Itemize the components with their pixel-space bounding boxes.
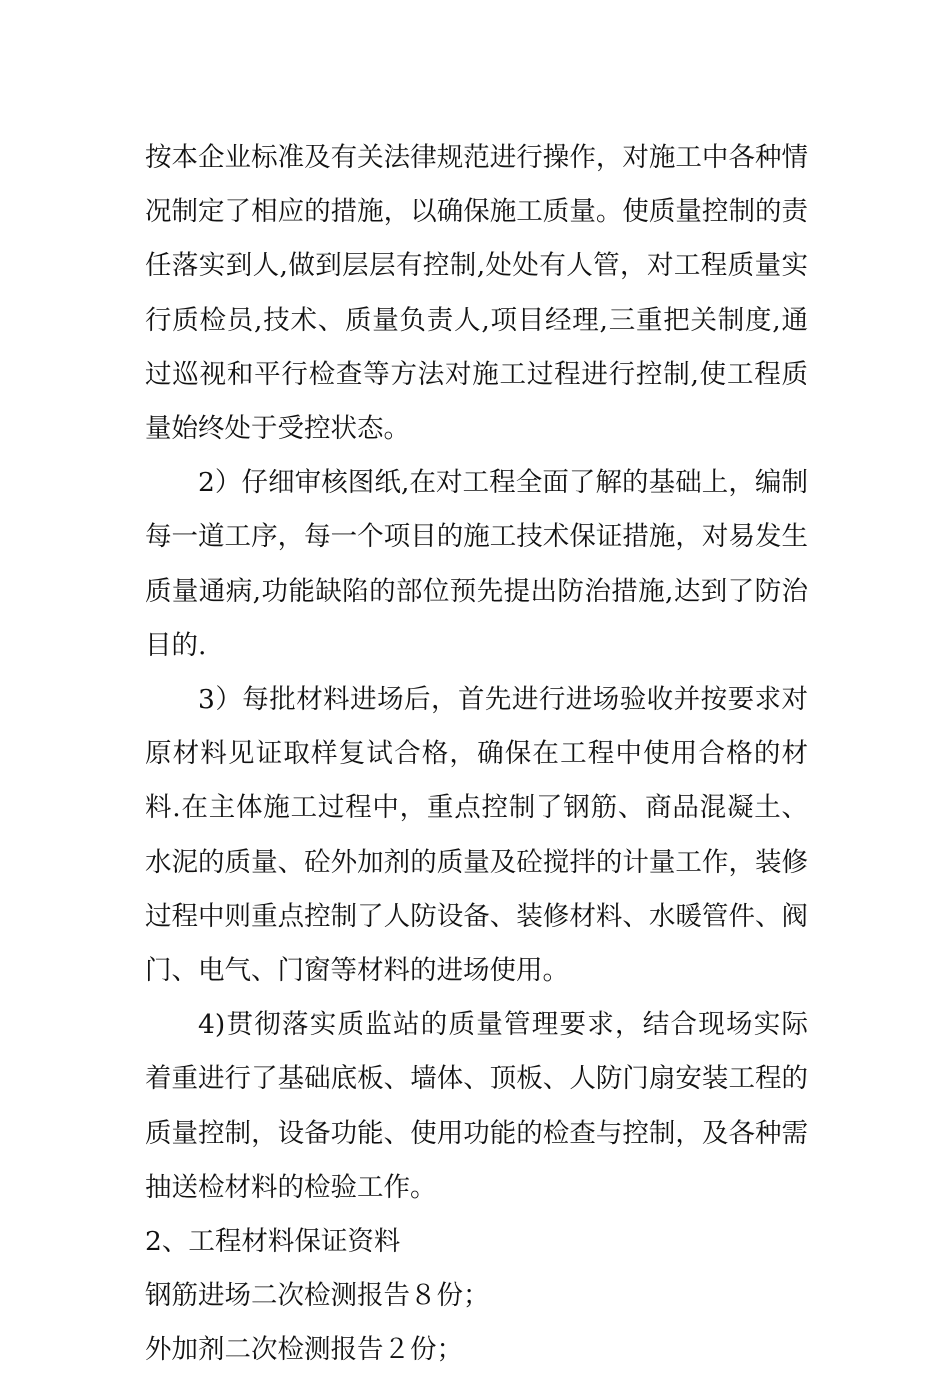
section-heading: 2、工程材料保证资料: [145, 1226, 401, 1258]
paragraph-supervision-requirements: 4)贯彻落实质监站的质量管理要求，结合现场实际着重进行了基础底板、墙体、顶板、人防门扇安装工程的质量控制，设备功能、使用功能的检查与控制，及各种需抽送检材料的检验工作。: [145, 1009, 808, 1203]
list-item: 外加剂二次检测报告２份；: [145, 1334, 463, 1366]
list-item: 钢筋进场二次检测报告８份；: [145, 1280, 490, 1312]
paragraph-drawing-review: 2）仔细审核图纸,在对工程全面了解的基础上，编制每一道工序，每一个项目的施工技术保证措施，对易发生质量通病,功能缺陷的部位预先提出防治措施,达到了防治目的.: [145, 467, 808, 661]
paragraph-material-inspection: 3）每批材料进场后，首先进行进场验收并按要求对原材料见证取样复试合格，确保在工程中使用合格的材料.在主体施工过程中，重点控制了钢筋、商品混凝土、水泥的质量、砼外加剂的质量及砼搅拌的计量工作，装修过程中则重点控制了人防设备、装修材料、水暖管件、阀门、电气、门窗等材料的进场使用。: [145, 684, 808, 987]
document-page: [145, 131, 808, 1378]
paragraph-quality-control: 按本企业标准及有关法律规范进行操作，对施工中各种情况制定了相应的措施，以确保施工质量。使质量控制的责任落实到人,做到层层有控制,处处有人管，对工程质量实行质检员,技术、质量负责人,项目经理,三重把关制度,通过巡视和平行检查等方法对施工过程进行控制,使工程质量始终处于受控状态。: [145, 142, 808, 445]
